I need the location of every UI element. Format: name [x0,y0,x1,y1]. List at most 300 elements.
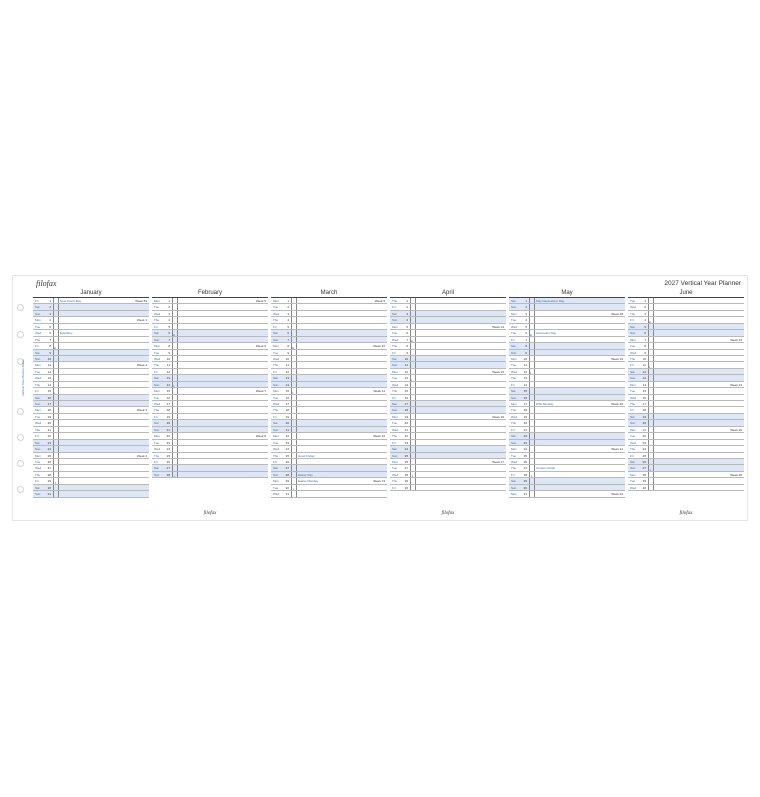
column-divider [415,375,416,380]
day-name: Tue [630,479,636,484]
day-name: Thu [392,344,398,349]
day-number: 3 [525,311,527,316]
day-number: 7 [406,337,408,342]
column-divider [534,343,535,348]
column-divider [53,472,54,477]
column-divider [534,298,535,303]
day-number: 1 [406,299,408,303]
column-divider [177,304,178,309]
column-divider [653,375,654,380]
column-divider [53,414,54,419]
day-name: Sun [273,427,279,432]
column-divider [648,330,649,335]
column-divider [296,491,297,496]
week-number: Week 3 [136,408,147,413]
column-divider [653,440,654,445]
column-divider [296,485,297,490]
day-name: Sat [154,421,159,426]
column-divider [653,407,654,412]
column-divider [529,362,530,367]
day-name: Fri [630,363,634,368]
column-divider [296,369,297,374]
day-name: Sat [154,331,159,336]
column-divider [648,369,649,374]
column-divider [58,459,59,464]
week-number: Week 11 [373,389,385,394]
day-name: Wed [630,305,637,310]
day-name: Sat [273,376,278,381]
column-divider [172,298,173,303]
column-divider [296,440,297,445]
day-number: 25 [166,453,170,458]
day-name: Tue [154,305,160,310]
day-number: 17 [166,402,170,406]
column-divider [415,337,416,342]
column-divider [172,440,173,445]
footer-logo: filofax [441,511,455,516]
column-divider [534,337,535,342]
column-divider [415,472,416,477]
column-divider [177,420,178,425]
day-row[interactable] [390,485,506,491]
column-divider [410,369,411,374]
day-name: Sun [35,311,41,316]
day-name: Tue [511,408,517,413]
column-divider [291,433,292,438]
column-divider [415,459,416,464]
column-divider [172,459,173,464]
day-name: Mon [511,311,517,316]
column-divider [415,395,416,400]
day-name: Sun [630,421,636,426]
month-column [628,288,744,516]
day-name: Sun [392,408,398,413]
column-divider [58,375,59,380]
column-divider [291,337,292,342]
day-name: Thu [392,479,398,484]
column-divider [172,350,173,355]
day-name: Mon [630,337,636,342]
column-divider [291,330,292,335]
column-divider [296,478,297,483]
day-name: Wed [630,350,637,355]
day-row[interactable] [271,491,387,497]
day-name: Fri [392,395,396,400]
column-divider [172,311,173,316]
column-divider [291,362,292,367]
column-divider [653,485,654,490]
column-divider [410,427,411,432]
column-divider [415,440,416,445]
holiday-note: Easter Day [298,472,313,477]
day-name: Tue [630,344,636,349]
day-name: Sun [392,363,398,368]
day-name: Tue [630,434,636,439]
column-divider [410,298,411,303]
day-list [390,298,506,491]
day-number: 13 [642,376,646,381]
column-divider [653,433,654,438]
day-number: 9 [287,350,289,355]
day-name: Thu [511,376,517,381]
column-divider [53,427,54,432]
column-divider [177,356,178,361]
day-name: Tue [511,453,517,458]
column-divider [410,395,411,400]
column-divider [177,388,178,393]
day-name: Sat [511,389,516,394]
day-name: Tue [154,395,160,400]
day-number: 14 [47,382,51,387]
day-number: 16 [404,395,408,400]
day-number: 22 [166,434,170,439]
holiday-note: Easter Monday [298,479,319,484]
day-name: Mon [392,414,398,419]
column-divider [415,388,416,393]
column-divider [415,330,416,335]
column-divider [648,356,649,361]
day-number: 25 [47,453,51,458]
day-number: 27 [404,466,408,471]
day-number: 7 [525,337,527,342]
day-name: Fri [35,299,39,303]
day-name: Tue [273,395,279,400]
day-number: 7 [49,337,51,342]
column-divider [296,375,297,380]
column-divider [177,401,178,406]
day-name: Wed [511,369,518,374]
column-divider [58,433,59,438]
month-title: April [390,288,506,298]
day-number: 18 [166,408,170,413]
column-divider [177,311,178,316]
column-divider [58,304,59,309]
column-divider [296,362,297,367]
week-number: Week 12 [373,434,385,439]
day-name: Mon [154,344,160,349]
day-row[interactable] [152,472,268,478]
day-number: 4 [49,318,51,323]
column-divider [648,311,649,316]
day-name: Thu [630,356,636,361]
column-divider [58,420,59,425]
day-name: Sun [154,382,160,387]
month-title: June [628,288,744,298]
day-name: Sun [392,318,398,323]
column-divider [648,420,649,425]
day-number: 4 [525,318,527,323]
column-divider [296,420,297,425]
day-number: 12 [47,369,51,374]
day-number: 18 [404,408,408,413]
week-number: Week 25 [730,427,742,432]
column-divider [177,375,178,380]
day-number: 24 [285,447,289,452]
day-number: 20 [523,421,527,426]
day-number: 16 [166,395,170,400]
week-number: Week 17 [492,459,504,464]
day-number: 26 [523,459,527,464]
column-divider [648,388,649,393]
day-number: 4 [168,318,170,323]
day-number: 2 [49,305,51,310]
day-name: Mon [35,363,41,368]
day-name: Sat [273,421,278,426]
column-divider [177,440,178,445]
day-number: 16 [642,395,646,400]
column-divider [53,375,54,380]
day-number: 21 [523,427,527,432]
column-divider [53,382,54,387]
column-divider [653,395,654,400]
day-name: Mon [392,324,398,329]
column-divider [534,395,535,400]
brand-logo: filofax [36,279,57,288]
column-divider [172,401,173,406]
day-name: Tue [392,466,398,471]
column-divider [653,382,654,387]
day-number: 8 [287,344,289,349]
day-name: Tue [392,421,398,426]
column-divider [529,433,530,438]
column-divider [648,324,649,329]
day-number: 6 [406,331,408,336]
column-divider [410,388,411,393]
day-name: Fri [392,305,396,310]
column-divider [53,453,54,458]
day-number: 20 [166,421,170,426]
day-name: Wed [154,447,161,452]
column-divider [177,324,178,329]
day-number: 28 [404,472,408,477]
column-divider [529,343,530,348]
column-divider [415,311,416,316]
column-divider [529,304,530,309]
week-number: Week 23 [730,337,742,342]
month-column [509,288,625,516]
day-name: Fri [154,459,158,464]
column-divider [177,382,178,387]
day-number: 8 [406,344,408,349]
day-name: Tue [273,485,279,490]
column-divider [296,453,297,458]
week-number: Week 1 [136,318,147,323]
column-divider [534,453,535,458]
column-divider [415,350,416,355]
column-divider [58,478,59,483]
day-number: 28 [523,472,527,477]
column-divider [529,375,530,380]
column-divider [653,343,654,348]
column-divider [58,446,59,451]
day-name: Sat [35,440,40,445]
day-number: 12 [642,369,646,374]
column-divider [415,298,416,303]
day-number: 8 [525,344,527,349]
day-name: Fri [630,318,634,323]
day-row[interactable] [628,485,744,491]
column-divider [291,317,292,322]
column-divider [534,440,535,445]
day-name: Thu [392,299,398,303]
week-number: Week 26 [730,472,742,477]
column-divider [291,465,292,470]
column-divider [648,440,649,445]
column-divider [653,459,654,464]
day-name: Sun [273,382,279,387]
column-divider [415,401,416,406]
column-divider [534,324,535,329]
day-name: Sat [511,479,516,484]
day-number: 1 [168,299,170,303]
column-divider [534,317,535,322]
day-name: Wed [630,485,637,490]
column-divider [177,369,178,374]
month-title: January [33,288,149,298]
moon-phase-icon: ● [173,332,175,337]
column-divider [58,440,59,445]
column-divider [648,382,649,387]
day-number: 6 [525,331,527,336]
day-name: Wed [273,356,280,361]
column-divider [529,420,530,425]
day-number: 15 [642,389,646,394]
day-number: 9 [525,350,527,355]
day-name: Sat [511,344,516,349]
day-name: Tue [35,459,41,464]
day-number: 23 [523,440,527,445]
column-divider [296,465,297,470]
column-divider [534,388,535,393]
day-name: Wed [154,402,161,406]
day-number: 29 [523,479,527,484]
day-number: 28 [47,472,51,477]
column-divider [291,401,292,406]
day-number: 22 [47,434,51,439]
column-divider [415,362,416,367]
column-divider [534,311,535,316]
day-number: 6 [168,331,170,336]
column-divider [58,485,59,490]
column-divider [529,414,530,419]
day-number: 3 [168,311,170,316]
day-number: 19 [47,414,51,419]
day-list [33,298,149,498]
column-divider [172,362,173,367]
column-divider [53,395,54,400]
day-name: Sat [273,331,278,336]
column-divider [296,401,297,406]
column-divider [53,407,54,412]
column-divider [296,395,297,400]
day-number: 11 [285,363,289,368]
column-divider [291,375,292,380]
column-divider [291,298,292,303]
column-divider [415,453,416,458]
day-name: Sat [630,324,635,329]
column-divider [529,465,530,470]
day-number: 1 [49,299,51,303]
week-number: Week 16 [492,414,504,419]
moon-phase-icon: ◑ [173,474,175,479]
day-number: 15 [285,389,289,394]
day-number: 30 [285,485,289,490]
day-number: 30 [523,485,527,490]
day-number: 5 [406,324,408,329]
column-divider [58,369,59,374]
day-name: Thu [35,472,41,477]
day-number: 30 [404,485,408,490]
day-name: Tue [35,369,41,374]
day-name: Mon [630,427,636,432]
column-divider [415,317,416,322]
day-number: 5 [644,324,646,329]
column-divider [653,369,654,374]
day-number: 23 [47,440,51,445]
day-name: Tue [630,389,636,394]
day-number: 18 [285,408,289,413]
day-row[interactable] [509,491,625,497]
week-number: Week 9 [374,299,385,303]
column-divider [534,465,535,470]
day-name: Sat [630,459,635,464]
column-divider [58,453,59,458]
column-divider [53,446,54,451]
day-number: 1 [287,299,289,303]
column-divider [653,446,654,451]
day-row[interactable] [33,491,149,497]
day-name: Mon [154,299,160,303]
column-divider [172,324,173,329]
day-name: Wed [392,472,399,477]
week-number: Week 22 [611,492,623,497]
day-name: Tue [392,376,398,381]
column-divider [415,356,416,361]
column-divider [534,382,535,387]
column-divider [410,433,411,438]
day-name: Fri [511,382,515,387]
column-divider [529,356,530,361]
column-divider [653,401,654,406]
column-divider [529,478,530,483]
day-number: 28 [166,472,170,477]
week-number: Week 2 [136,363,147,368]
moon-phase-icon: ● [54,345,56,350]
column-divider [172,388,173,393]
column-divider [53,362,54,367]
day-name: Thu [154,408,160,413]
column-divider [53,317,54,322]
column-divider [53,324,54,329]
day-name: Sat [154,376,159,381]
day-name: Thu [154,363,160,368]
day-number: 21 [166,427,170,432]
column-divider [534,369,535,374]
day-name: Mon [511,356,517,361]
day-name: Mon [630,472,636,477]
column-divider [177,459,178,464]
column-divider [415,420,416,425]
column-divider [58,324,59,329]
day-number: 22 [404,434,408,439]
day-number: 10 [642,356,646,361]
day-number: 27 [642,466,646,471]
day-name: Thu [511,331,517,336]
column-divider [410,304,411,309]
column-divider [529,395,530,400]
column-divider [291,311,292,316]
week-number: Week 5 [255,299,266,303]
